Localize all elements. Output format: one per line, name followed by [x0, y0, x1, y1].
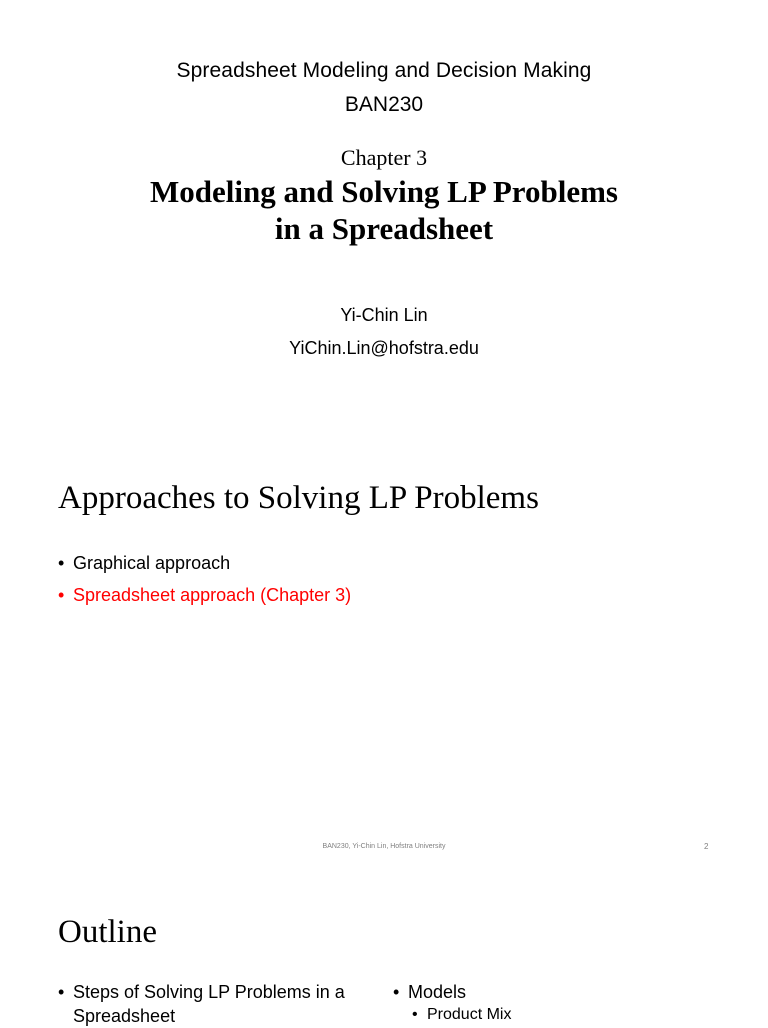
slide-main-title	[0, 173, 768, 247]
list-item	[393, 980, 466, 1004]
list-item-highlighted	[58, 579, 351, 611]
slide-title: Outline	[58, 914, 157, 950]
bullet-list	[58, 547, 351, 611]
bullet-icon: •	[393, 982, 400, 1002]
bullet-text: Models	[408, 982, 467, 1002]
list-item	[412, 1004, 511, 1026]
bullet-text: Graphical approach	[73, 553, 231, 573]
title-line-2: in a Spreadsheet	[274, 211, 494, 246]
left-bullet-list	[58, 980, 383, 1028]
course-title: Spreadsheet Modeling and Decision Making	[176, 59, 592, 82]
page-number: 2	[704, 842, 709, 851]
title-line-1: Modeling and Solving LP Problems	[150, 174, 618, 209]
slide-title: Approaches to Solving LP Problems	[58, 480, 539, 516]
sub-bullet-list	[412, 1004, 511, 1026]
bullet-icon: •	[58, 553, 65, 573]
bullet-text: Spreadsheet approach (Chapter 3)	[73, 585, 352, 605]
author-name: Yi-Chin Lin	[340, 305, 428, 325]
list-item	[58, 547, 351, 579]
outline-slide	[0, 870, 768, 1024]
approaches-slide	[0, 440, 768, 870]
bullet-text: Product Mix	[427, 1006, 512, 1023]
bullet-text: Steps of Solving LP Problems in a Spreadsheet	[73, 982, 345, 1026]
bullet-icon: •	[412, 1006, 418, 1023]
slide-footer: BAN230, Yi-Chin Lin, Hofstra University	[322, 843, 446, 850]
author-email: YiChin.Lin@hofstra.edu	[289, 338, 479, 358]
title-slide	[0, 0, 768, 440]
chapter-label: Chapter 3	[340, 145, 428, 170]
right-bullet-list	[393, 980, 466, 1004]
bullet-icon: •	[58, 982, 65, 1002]
bullet-icon: •	[58, 585, 65, 605]
list-item	[58, 980, 383, 1028]
course-code: BAN230	[344, 93, 424, 116]
